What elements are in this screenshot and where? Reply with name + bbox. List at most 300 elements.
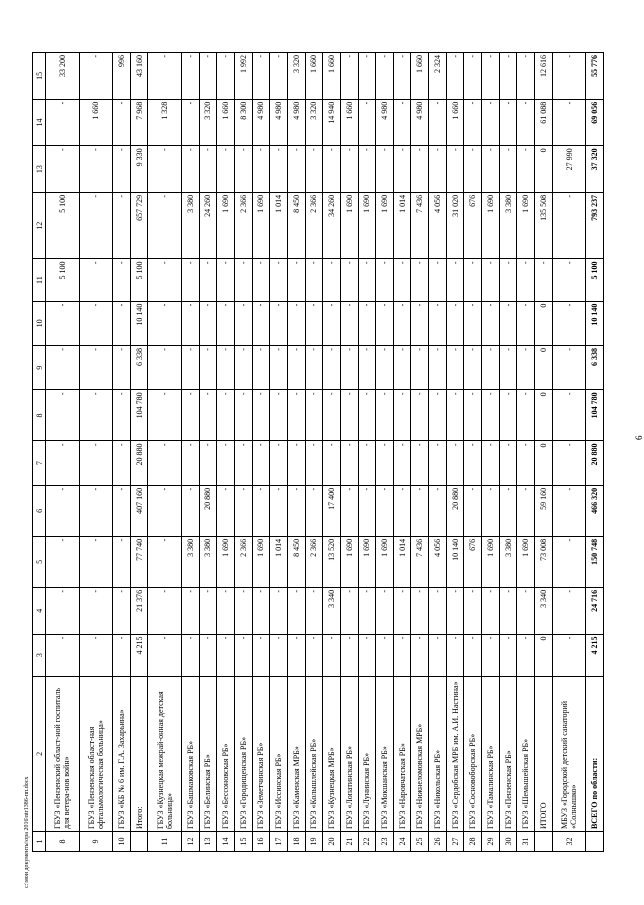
value-cell: 1 660 xyxy=(411,53,429,100)
value-cell: - xyxy=(464,587,482,634)
value-cell: - xyxy=(181,99,199,146)
value-cell: - xyxy=(499,634,517,676)
value-cell: - xyxy=(234,259,252,301)
value-cell: - xyxy=(287,634,305,676)
institution-name-cell: ГБУЗ «Лунинская РБ» xyxy=(358,676,376,831)
value-cell: 7 436 xyxy=(411,192,429,259)
value-cell: - xyxy=(252,390,270,441)
value-cell: - xyxy=(113,259,131,301)
value-cell: - xyxy=(181,301,199,345)
rotated-table-container xyxy=(32,52,604,852)
value-cell: 5 100 xyxy=(46,259,80,301)
value-cell: - xyxy=(552,301,586,345)
value-cell: - xyxy=(217,259,235,301)
value-cell: - xyxy=(234,301,252,345)
value-cell: - xyxy=(148,53,182,100)
row-number-cell: 25 xyxy=(411,832,429,852)
value-cell: - xyxy=(113,390,131,441)
column-header: 15 xyxy=(33,53,46,100)
value-cell: - xyxy=(199,259,217,301)
table-row xyxy=(199,53,217,852)
value-cell: - xyxy=(499,346,517,390)
value-cell: 996 xyxy=(113,53,131,100)
value-cell: - xyxy=(305,441,323,485)
value-cell: 0 xyxy=(535,390,553,441)
value-cell: 3 380 xyxy=(181,536,199,587)
value-cell: 0 xyxy=(535,301,553,345)
value-cell: - xyxy=(358,587,376,634)
value-cell: - xyxy=(517,146,535,193)
value-cell: - xyxy=(148,441,182,485)
column-header: 12 xyxy=(33,192,46,259)
value-cell: - xyxy=(305,346,323,390)
footer-file-path: c:\мои документы\ора 2016\ntr1386-пп.docx xyxy=(24,776,30,888)
value-cell: 1 690 xyxy=(358,192,376,259)
value-cell: - xyxy=(199,346,217,390)
value-cell: - xyxy=(46,634,80,676)
value-cell: - xyxy=(340,53,358,100)
value-cell: 21 376 xyxy=(130,587,148,634)
value-cell: - xyxy=(376,346,394,390)
column-header: 14 xyxy=(33,99,46,146)
value-cell: - xyxy=(217,634,235,676)
value-cell: - xyxy=(429,146,447,193)
value-cell: - xyxy=(113,99,131,146)
value-cell: - xyxy=(464,485,482,536)
value-cell: 61 088 xyxy=(535,99,553,146)
value-cell: 4 215 xyxy=(130,634,148,676)
institution-name-cell: МБУЗ «Городской детский санаторий «Солнышко» xyxy=(552,676,586,831)
value-cell: - xyxy=(79,587,113,634)
value-cell: - xyxy=(323,390,341,441)
table-row xyxy=(535,53,553,852)
value-cell: 4 980 xyxy=(287,99,305,146)
value-cell: - xyxy=(199,301,217,345)
column-header: 6 xyxy=(33,485,46,536)
table-header-row xyxy=(33,53,46,852)
value-cell: - xyxy=(113,587,131,634)
institution-name-cell: ГБУЗ «Пензенский област-ной госпиталь для ветера-нов войн» xyxy=(46,676,80,831)
value-cell: - xyxy=(181,146,199,193)
value-cell: 20 880 xyxy=(586,441,604,485)
value-cell: - xyxy=(411,259,429,301)
value-cell: - xyxy=(464,346,482,390)
value-cell: - xyxy=(552,259,586,301)
value-cell: 1 992 xyxy=(234,53,252,100)
table-row xyxy=(393,53,411,852)
row-number-cell: 24 xyxy=(393,832,411,852)
value-cell: - xyxy=(79,441,113,485)
institution-name-cell: ГБУЗ «Колышлейская РБ» xyxy=(305,676,323,831)
table-row xyxy=(340,53,358,852)
value-cell: - xyxy=(482,53,500,100)
value-cell: - xyxy=(552,587,586,634)
value-cell: - xyxy=(482,99,500,146)
institution-name-cell: ГБУЗ «Сосновоборская РБ» xyxy=(464,676,482,831)
row-number-cell: 9 xyxy=(79,832,113,852)
value-cell: 793 237 xyxy=(586,192,604,259)
value-cell: 1 690 xyxy=(517,192,535,259)
institution-name-cell: ГБУЗ «Сердобская МРБ им. А.И. Настина» xyxy=(446,676,464,831)
value-cell: - xyxy=(358,259,376,301)
value-cell: - xyxy=(358,485,376,536)
value-cell: 24 716 xyxy=(586,587,604,634)
value-cell: - xyxy=(429,346,447,390)
value-cell: 104 780 xyxy=(130,390,148,441)
value-cell: - xyxy=(482,346,500,390)
column-header: 5 xyxy=(33,536,46,587)
value-cell: - xyxy=(305,146,323,193)
row-number-cell: 17 xyxy=(270,832,288,852)
institution-name-cell: Итого: xyxy=(130,676,148,831)
institution-name-cell: ГБУЗ «Шемышейская РБ» xyxy=(517,676,535,831)
column-header: 1 xyxy=(33,832,46,852)
value-cell: - xyxy=(79,192,113,259)
value-cell: 1 690 xyxy=(217,536,235,587)
value-cell: 1 660 xyxy=(217,99,235,146)
value-cell: - xyxy=(217,485,235,536)
value-cell: - xyxy=(323,441,341,485)
value-cell: - xyxy=(464,99,482,146)
value-cell: 77 740 xyxy=(130,536,148,587)
row-number-cell: 8 xyxy=(46,832,80,852)
table-row xyxy=(270,53,288,852)
value-cell: 10 140 xyxy=(586,301,604,345)
institution-name-cell: ГБУЗ «Башмаковская РБ» xyxy=(181,676,199,831)
institution-name-cell: ГБУЗ «Кузнецкая МРБ» xyxy=(323,676,341,831)
value-cell: - xyxy=(181,634,199,676)
value-cell: 1 690 xyxy=(376,192,394,259)
value-cell: - xyxy=(252,441,270,485)
value-cell: - xyxy=(446,390,464,441)
value-cell: - xyxy=(79,53,113,100)
value-cell: - xyxy=(429,99,447,146)
value-cell: - xyxy=(217,53,235,100)
value-cell: - xyxy=(411,390,429,441)
value-cell: - xyxy=(323,346,341,390)
value-cell: 1 690 xyxy=(482,536,500,587)
table-row xyxy=(181,53,199,852)
value-cell: 6 338 xyxy=(586,346,604,390)
value-cell: - xyxy=(446,53,464,100)
value-cell: - xyxy=(113,536,131,587)
value-cell: - xyxy=(113,192,131,259)
row-number-cell: 30 xyxy=(499,832,517,852)
value-cell: - xyxy=(305,587,323,634)
table-row xyxy=(252,53,270,852)
value-cell: - xyxy=(148,301,182,345)
value-cell: - xyxy=(393,634,411,676)
value-cell: 1 690 xyxy=(358,536,376,587)
value-cell: 59 160 xyxy=(535,485,553,536)
value-cell: - xyxy=(340,441,358,485)
institution-name-cell: ГБУЗ «Кузнецкая межрай-онная детская больница» xyxy=(148,676,182,831)
value-cell: - xyxy=(482,634,500,676)
value-cell: - xyxy=(411,441,429,485)
value-cell: 0 xyxy=(535,146,553,193)
value-cell: 1 690 xyxy=(482,192,500,259)
value-cell: - xyxy=(393,301,411,345)
row-number-cell: 18 xyxy=(287,832,305,852)
value-cell: - xyxy=(340,146,358,193)
value-cell: 3 380 xyxy=(199,536,217,587)
value-cell: - xyxy=(446,346,464,390)
value-cell: 7 436 xyxy=(411,536,429,587)
value-cell: 1 690 xyxy=(340,192,358,259)
column-header: 8 xyxy=(33,390,46,441)
row-number-cell: 27 xyxy=(446,832,464,852)
value-cell: - xyxy=(358,346,376,390)
value-cell: - xyxy=(270,259,288,301)
value-cell: - xyxy=(46,536,80,587)
value-cell: - xyxy=(552,634,586,676)
value-cell: 6 338 xyxy=(130,346,148,390)
value-cell: - xyxy=(482,146,500,193)
value-cell: - xyxy=(181,346,199,390)
value-cell: 1 690 xyxy=(252,192,270,259)
column-header: 11 xyxy=(33,259,46,301)
value-cell: - xyxy=(446,259,464,301)
value-cell: - xyxy=(517,259,535,301)
value-cell: 3 340 xyxy=(535,587,553,634)
value-cell: - xyxy=(482,301,500,345)
value-cell: 13 520 xyxy=(323,536,341,587)
value-cell: - xyxy=(464,390,482,441)
value-cell: 1 660 xyxy=(323,53,341,100)
value-cell: - xyxy=(340,587,358,634)
value-cell: - xyxy=(270,146,288,193)
value-cell: - xyxy=(499,259,517,301)
row-number-cell: 22 xyxy=(358,832,376,852)
value-cell: - xyxy=(376,301,394,345)
value-cell: - xyxy=(340,346,358,390)
value-cell: - xyxy=(79,301,113,345)
value-cell: 3 380 xyxy=(181,192,199,259)
value-cell: 20 880 xyxy=(446,485,464,536)
value-cell: - xyxy=(181,485,199,536)
value-cell: 1 660 xyxy=(305,53,323,100)
row-number-cell: 32 xyxy=(552,832,586,852)
value-cell: - xyxy=(464,53,482,100)
value-cell: - xyxy=(376,259,394,301)
row-number-cell: 19 xyxy=(305,832,323,852)
table-row xyxy=(358,53,376,852)
value-cell: - xyxy=(234,485,252,536)
row-number-cell xyxy=(586,832,604,852)
value-cell: - xyxy=(482,485,500,536)
value-cell: - xyxy=(148,346,182,390)
institution-name-cell: ГБУЗ «Городищенская РБ» xyxy=(234,676,252,831)
value-cell: - xyxy=(199,587,217,634)
value-cell: - xyxy=(429,259,447,301)
value-cell: - xyxy=(287,346,305,390)
institution-name-cell: ГБУЗ «Бессоновская РБ» xyxy=(217,676,235,831)
value-cell: 27 990 xyxy=(552,146,586,193)
value-cell: - xyxy=(482,259,500,301)
value-cell: - xyxy=(181,390,199,441)
value-cell: - xyxy=(482,390,500,441)
row-number-cell: 20 xyxy=(323,832,341,852)
value-cell: 4 980 xyxy=(252,99,270,146)
value-cell: - xyxy=(393,346,411,390)
value-cell: - xyxy=(46,146,80,193)
value-cell: - xyxy=(287,259,305,301)
value-cell: - xyxy=(446,634,464,676)
value-cell: - xyxy=(499,441,517,485)
value-cell: - xyxy=(393,146,411,193)
value-cell: - xyxy=(358,301,376,345)
table-row xyxy=(217,53,235,852)
value-cell: - xyxy=(46,587,80,634)
value-cell: - xyxy=(499,53,517,100)
value-cell: - xyxy=(270,390,288,441)
value-cell: - xyxy=(340,485,358,536)
value-cell: - xyxy=(287,587,305,634)
value-cell: - xyxy=(252,587,270,634)
value-cell: - xyxy=(464,259,482,301)
value-cell: - xyxy=(499,587,517,634)
institution-name-cell: ГБУЗ «Пензенская област-ная офтальмологическая больница» xyxy=(79,676,113,831)
value-cell: - xyxy=(79,146,113,193)
value-cell: 4 980 xyxy=(376,99,394,146)
value-cell: 4 056 xyxy=(429,192,447,259)
column-header: 13 xyxy=(33,146,46,193)
value-cell: - xyxy=(411,146,429,193)
value-cell: 1 660 xyxy=(340,99,358,146)
row-number-cell: 13 xyxy=(199,832,217,852)
value-cell: - xyxy=(181,259,199,301)
value-cell: - xyxy=(252,634,270,676)
value-cell: - xyxy=(199,634,217,676)
value-cell: - xyxy=(148,259,182,301)
value-cell: - xyxy=(46,485,80,536)
value-cell: 73 008 xyxy=(535,536,553,587)
value-cell: - xyxy=(446,587,464,634)
value-cell: - xyxy=(217,587,235,634)
value-cell: 4 056 xyxy=(429,536,447,587)
row-number-cell: 10 xyxy=(113,832,131,852)
value-cell: - xyxy=(464,301,482,345)
value-cell: - xyxy=(323,301,341,345)
value-cell: 1 690 xyxy=(217,192,235,259)
value-cell: 7 968 xyxy=(130,99,148,146)
value-cell: - xyxy=(199,146,217,193)
value-cell: - xyxy=(305,390,323,441)
value-cell: - xyxy=(217,441,235,485)
value-cell: - xyxy=(464,441,482,485)
value-cell: - xyxy=(113,146,131,193)
table-row xyxy=(376,53,394,852)
value-cell: - xyxy=(270,301,288,345)
value-cell: - xyxy=(517,53,535,100)
value-cell: - xyxy=(252,259,270,301)
value-cell: - xyxy=(517,390,535,441)
value-cell: 4 980 xyxy=(270,99,288,146)
value-cell: - xyxy=(305,301,323,345)
value-cell: - xyxy=(393,441,411,485)
value-cell: - xyxy=(393,390,411,441)
value-cell: - xyxy=(287,485,305,536)
value-cell: - xyxy=(393,259,411,301)
value-cell: - xyxy=(270,587,288,634)
value-cell: 2 366 xyxy=(305,192,323,259)
value-cell: - xyxy=(148,587,182,634)
column-header: 7 xyxy=(33,441,46,485)
value-cell: - xyxy=(46,301,80,345)
institution-name-cell: ГБУЗ «Тамалинская РБ» xyxy=(482,676,500,831)
row-number-cell: 15 xyxy=(234,832,252,852)
value-cell: 17 400 xyxy=(323,485,341,536)
value-cell: 676 xyxy=(464,536,482,587)
table-row xyxy=(429,53,447,852)
row-number-cell: 16 xyxy=(252,832,270,852)
table-body xyxy=(46,53,604,852)
value-cell: - xyxy=(429,441,447,485)
row-number-cell: 14 xyxy=(217,832,235,852)
table-row xyxy=(234,53,252,852)
value-cell: - xyxy=(552,99,586,146)
value-cell: - xyxy=(464,146,482,193)
value-cell: - xyxy=(552,441,586,485)
value-cell: - xyxy=(376,146,394,193)
value-cell: - xyxy=(79,536,113,587)
value-cell: - xyxy=(429,587,447,634)
value-cell: - xyxy=(376,587,394,634)
value-cell: 1 690 xyxy=(376,536,394,587)
value-cell: - xyxy=(305,485,323,536)
column-header: 10 xyxy=(33,301,46,345)
value-cell: - xyxy=(270,634,288,676)
value-cell: 10 140 xyxy=(446,536,464,587)
value-cell: - xyxy=(287,390,305,441)
value-cell: - xyxy=(482,441,500,485)
value-cell: - xyxy=(181,53,199,100)
value-cell: 5 100 xyxy=(586,259,604,301)
value-cell: - xyxy=(323,146,341,193)
value-cell: 37 320 xyxy=(586,146,604,193)
value-cell: - xyxy=(305,259,323,301)
value-cell: - xyxy=(270,53,288,100)
value-cell: 4 980 xyxy=(411,99,429,146)
value-cell: - xyxy=(358,99,376,146)
value-cell: - xyxy=(517,634,535,676)
value-cell: - xyxy=(270,485,288,536)
table-row xyxy=(113,53,131,852)
value-cell: - xyxy=(499,301,517,345)
value-cell: 31 020 xyxy=(446,192,464,259)
value-cell: - xyxy=(287,146,305,193)
value-cell: - xyxy=(217,301,235,345)
table-row xyxy=(305,53,323,852)
value-cell: 10 140 xyxy=(130,301,148,345)
value-cell: 3 320 xyxy=(287,53,305,100)
table-row xyxy=(464,53,482,852)
value-cell: - xyxy=(305,634,323,676)
value-cell: - xyxy=(252,146,270,193)
value-cell: 3 340 xyxy=(323,587,341,634)
value-cell: - xyxy=(499,99,517,146)
value-cell: - xyxy=(358,53,376,100)
column-header: 4 xyxy=(33,587,46,634)
institution-name-cell: ГБУЗ «Мокшанская РБ» xyxy=(376,676,394,831)
value-cell: 0 xyxy=(535,634,553,676)
value-cell: - xyxy=(217,390,235,441)
value-cell: - xyxy=(429,485,447,536)
value-cell: - xyxy=(517,346,535,390)
value-cell: - xyxy=(376,53,394,100)
institution-name-cell: ГБУЗ «Земетчинская РБ» xyxy=(252,676,270,831)
institution-name-cell: ГБУЗ «Никольская РБ» xyxy=(429,676,447,831)
